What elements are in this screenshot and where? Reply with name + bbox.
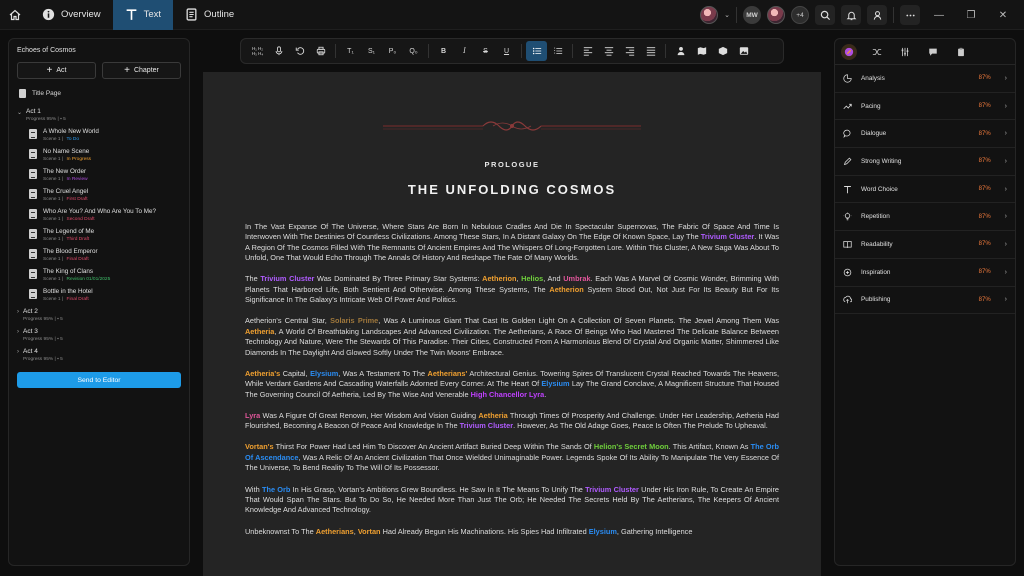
plus-icon: + — [124, 65, 130, 76]
style-subtitle-button[interactable]: S₁ — [367, 47, 376, 55]
inspire-icon — [843, 268, 855, 277]
scene-item[interactable] — [29, 228, 181, 242]
tab-ai[interactable] — [841, 44, 857, 60]
add-chapter-label: Chapter — [133, 67, 159, 74]
scene-item[interactable] — [29, 268, 181, 282]
close-button[interactable] — [990, 0, 1016, 30]
outline-icon — [185, 8, 198, 21]
act-progress: Progress 95% — [23, 317, 54, 322]
paragraph: With The Orb In His Grasp, Vortan's Ambitions Grew Boundless. He Saw In It The Means To Unify The Trivium Cluster Under His Iron Rule, To Create An Empire That Would Span The Stars. But To Do So, He Needed More Than Just The Orb; He Needed The Secrets Held By The Aetherians, The Keepers Of Ancient Knowledge And Advanced Technology. — [245, 484, 779, 515]
bulb-icon — [843, 212, 855, 221]
bullet-list-button[interactable] — [526, 41, 547, 61]
comment-icon: ▪ — [57, 317, 59, 322]
title-page-item[interactable] — [19, 89, 181, 98]
text-icon — [843, 185, 855, 194]
analysis-score: 87% — [978, 241, 991, 248]
avatar[interactable] — [700, 6, 718, 24]
act-name: Act 3 — [23, 328, 38, 335]
profile-button[interactable] — [867, 5, 887, 25]
document-icon — [29, 289, 37, 299]
underline-button[interactable] — [496, 41, 517, 61]
scene-title: The Legend of Me — [43, 228, 95, 235]
act-progress: Progress 95% — [26, 117, 57, 122]
analysis-item-dialogue[interactable] — [835, 120, 1015, 148]
analysis-score: 87% — [978, 186, 991, 193]
style-paragraph-button[interactable]: P₀ — [388, 47, 397, 55]
scene-title: The Blood Emperor — [43, 248, 98, 255]
analysis-score: 87% — [978, 130, 991, 137]
scene-title: No Name Scene — [43, 148, 90, 155]
chevron-right-icon[interactable]: › — [1004, 185, 1007, 193]
act-comments: 5 — [63, 117, 66, 122]
panel-tabs — [835, 39, 1015, 65]
more-button[interactable] — [900, 5, 920, 25]
analysis-score: 87% — [978, 269, 991, 276]
top-bar — [0, 0, 1024, 30]
document-icon — [29, 169, 37, 179]
strikethrough-button[interactable] — [475, 41, 496, 61]
bullet-list-icon — [532, 46, 542, 56]
scene-meta: Scene 1 | To Do — [43, 137, 80, 142]
align-justify-icon — [646, 46, 656, 56]
chart-icon — [843, 74, 855, 83]
paragraph: Aetheria's Capital, Elysium, Was A Testament To The Aetherians' Architectural Genius. Towering Spires Of Translucent Crystal Reached Towards The Heavens, While Verdant Gardens And Cascading Waterfalls Adorned Every Corner. At The Heart Of Elysium Lay The Grand Conclave, A Magnificent Structure That Housed The Governing Council Of Aetheria, Led By The Wise And Venerable High Chancellor Lyra. — [245, 368, 779, 399]
top-right-controls — [700, 0, 1024, 30]
more-icon — [905, 10, 916, 21]
analysis-label: Readability — [861, 240, 893, 248]
scene-meta: Scene 1 | Third Draft — [43, 237, 90, 242]
scene-title: Who Are You? And Who Are You To Me? — [43, 208, 156, 215]
align-left-button[interactable] — [577, 41, 598, 61]
chevron-right-icon[interactable]: › — [17, 309, 19, 315]
tab-comments[interactable] — [925, 44, 941, 60]
analysis-label: Publishing — [861, 296, 891, 304]
scene-item[interactable] — [29, 168, 181, 182]
scene-title: The King of Clans — [43, 268, 94, 275]
analysis-score: 87% — [978, 103, 991, 110]
search-button[interactable] — [815, 5, 835, 25]
scene-status: In Progress — [66, 157, 92, 162]
user-icon — [872, 10, 883, 21]
align-justify-button[interactable] — [640, 41, 661, 61]
sliders-icon — [900, 47, 910, 57]
style-title-button[interactable]: T₁ — [347, 47, 354, 55]
trend-icon — [843, 102, 855, 111]
scene-meta: Scene 1 | Revision 01/01/2025 — [43, 277, 111, 282]
style-quote-button[interactable]: Q₀ — [409, 47, 418, 55]
analysis-item-analysis[interactable] — [835, 65, 1015, 93]
clipboard-icon — [956, 47, 966, 57]
chapter-body[interactable] — [245, 222, 779, 548]
divider — [521, 44, 522, 58]
analysis-item-inspiration[interactable] — [835, 259, 1015, 287]
document-icon — [29, 269, 37, 279]
analysis-list — [835, 65, 1015, 314]
plus-icon: + — [46, 65, 53, 76]
send-to-editor-button[interactable]: Send to Editor — [17, 372, 181, 388]
analysis-label: Word Choice — [861, 185, 898, 193]
notifications-button[interactable] — [841, 5, 861, 25]
scene-item[interactable] — [29, 188, 181, 202]
scene-item[interactable] — [29, 248, 181, 262]
object-button[interactable] — [712, 41, 733, 61]
scene-title: Bottle in the Hotel — [43, 288, 93, 295]
divider — [428, 44, 429, 58]
numbered-list-icon — [553, 46, 563, 56]
person-icon — [676, 46, 686, 56]
scene-number: Scene 1 — [43, 237, 61, 242]
document-icon — [29, 209, 37, 219]
heading-levels-button[interactable] — [247, 41, 268, 61]
paragraph: Aetherion's Central Star, Solaris Prime, Was A Luminous Giant That Cast Its Golden Light On A Collection Of Seven Planets. The Jewel Among Them Was Aetheria, A World Of Breathtaking Landscapes And Advanced Civilization. The Aetherians, A Race Of Beings Who Had Mastered The Delicate Balance Between Technology And Nature, Were The Stewards Of This Paradise. Their Cities, Constructed From A Harmonious Blend Of Crystal And Organic Matter, Shimmered Like Diamonds In The Daylight And Glowed Softly Under The Twin Moons' Embrace. — [245, 316, 779, 357]
microphone-icon — [274, 46, 284, 56]
analysis-score: 87% — [978, 158, 991, 165]
chevron-right-icon[interactable]: › — [17, 329, 19, 335]
document-icon — [29, 249, 37, 259]
scene-status: Second Draft — [66, 217, 95, 222]
search-icon — [820, 10, 831, 21]
pen-icon — [843, 157, 855, 166]
format-toolbar — [240, 38, 784, 64]
dictation-button[interactable] — [268, 41, 289, 61]
scene-status: To Do — [66, 137, 80, 142]
cube-icon — [718, 46, 728, 56]
tab-shuffle[interactable] — [869, 44, 885, 60]
chevron-right-icon[interactable]: › — [1004, 296, 1007, 304]
analysis-item-repetition[interactable] — [835, 203, 1015, 231]
tab-clipboard[interactable] — [953, 44, 969, 60]
print-button[interactable] — [310, 41, 331, 61]
chat-icon — [928, 47, 938, 57]
scene-status: Revision 01/01/2025 — [66, 277, 111, 282]
scene-item[interactable] — [29, 128, 181, 142]
scene-meta: Scene 1 | In Review — [43, 177, 88, 182]
divider — [335, 44, 336, 58]
paragraph: Lyra Was A Figure Of Great Renown, Her Wisdom And Vision Guiding Aetheria Through Times Of Prosperity And Challenge. Under Her Leadership, Aetheria Had Flourished, Becoming A Beacon Of Peace And Knowledge In The Trivium Cluster. However, As The Old Adage Goes, Peace Is Often The Prelude To Upheaval. — [245, 410, 779, 431]
scene-title: The Cruel Angel — [43, 188, 89, 195]
paragraph: In The Vast Expanse Of The Universe, Where Stars Are Born In Nebulous Cradles And Die In Spectacular Supernovas, The Fabric Of Space And Time Is Interwoven With The Destinies Of Countless Civilizations. Among These Stars, In A Distant Galaxy On The Edge Of Known Space, Lay The Trivium Cluster. It Was A Region Of The Cosmos Filled With The Remnants Of Ancient Empires And The Whispers Of Long-Forgotten Lore. Within This Cluster, A New Saga Was About To Unfold, One That Would Echo Through The Annals Of History And Reshape The Fate Of Many Worlds. — [245, 222, 779, 263]
undo-icon — [295, 46, 305, 56]
bold-icon: B — [440, 47, 447, 55]
act-progress: Progress 95% — [23, 357, 54, 362]
numbered-list-button[interactable] — [547, 41, 568, 61]
scene-status: First Draft — [66, 197, 88, 202]
map-icon — [697, 46, 707, 56]
act-name: Act 2 — [23, 308, 38, 315]
act-comments: 5 — [60, 337, 63, 342]
scene-item[interactable] — [29, 288, 181, 302]
scene-status: Third Draft — [66, 237, 90, 242]
chevron-down-icon[interactable]: ⌄ — [17, 110, 23, 116]
scene-number: Scene 1 — [43, 177, 61, 182]
act-progress: Progress 95% — [23, 337, 54, 342]
chevron-down-icon[interactable]: ⌄ — [724, 12, 730, 19]
italic-button[interactable] — [454, 41, 475, 61]
align-center-button[interactable] — [598, 41, 619, 61]
undo-button[interactable] — [289, 41, 310, 61]
analysis-item-publishing[interactable] — [835, 287, 1015, 315]
title-page-label: Title Page — [32, 90, 62, 97]
document-icon — [29, 189, 37, 199]
act-2[interactable] — [17, 308, 181, 322]
act-meta: Progress 95% | ▪ 5 — [23, 357, 63, 362]
scene-item[interactable] — [29, 148, 181, 162]
paragraph: Vortan's Thirst For Power Had Led Him To Discover An Ancient Artifact Buried Deep Within The Sands Of Helion's Secret Moon. This Artifact, Known As The Orb Of Ascendance, Was A Relic Of An Ancient Civilization That Once Wielded Unimaginable Power. Legends Spoke Of Its Ability To Manipulate The Very Essence Of The Universe, To Bend Reality To The Will Of Its Possessor. — [245, 442, 779, 473]
act-meta: Progress 95% | ▪ 5 — [26, 117, 66, 122]
comment-icon: ▪ — [57, 357, 59, 362]
act-3[interactable] — [17, 328, 181, 342]
chevron-right-icon[interactable]: › — [1004, 102, 1007, 110]
analysis-label: Pacing — [861, 102, 881, 110]
project-title: Echoes of Cosmos — [17, 47, 76, 54]
analysis-label: Analysis — [861, 74, 885, 82]
analysis-label: Inspiration — [861, 268, 891, 276]
analysis-item-readability[interactable] — [835, 231, 1015, 259]
italic-icon: I — [463, 47, 466, 55]
minimize-icon: — — [934, 9, 944, 21]
chapter-kicker: PROLOGUE — [484, 160, 540, 169]
divider — [736, 7, 737, 23]
maximize-button[interactable] — [958, 0, 984, 30]
home-icon — [9, 9, 21, 21]
upload-icon — [843, 295, 855, 304]
scene-meta: Scene 1 | Final Draft — [43, 297, 89, 302]
tab-outline-label: Outline — [204, 9, 235, 20]
align-left-icon — [583, 46, 593, 56]
scene-status: Final Draft — [66, 257, 89, 262]
bold-button[interactable] — [433, 41, 454, 61]
scene-meta: Scene 1 | Final Draft — [43, 257, 89, 262]
act-meta: Progress 95% | ▪ 5 — [23, 317, 63, 322]
scene-meta: Scene 1 | Second Draft — [43, 217, 95, 222]
character-button[interactable] — [670, 41, 691, 61]
analysis-label: Strong Writing — [861, 157, 902, 165]
avatar-collaborator[interactable] — [767, 6, 785, 24]
divider — [665, 44, 666, 58]
tab-text-label: Text — [143, 9, 162, 20]
analysis-label: Dialogue — [861, 130, 887, 138]
map-button[interactable] — [691, 41, 712, 61]
chevron-right-icon[interactable]: › — [1004, 240, 1007, 248]
chapter-title: THE UNFOLDING COSMOS — [407, 182, 617, 197]
act-4[interactable] — [17, 348, 181, 362]
align-right-icon — [625, 46, 635, 56]
print-icon — [316, 46, 326, 56]
chevron-right-icon[interactable]: › — [1004, 157, 1007, 165]
comment-icon: ▪ — [57, 337, 59, 342]
page-icon — [19, 89, 26, 98]
scene-item[interactable] — [29, 208, 181, 222]
strikethrough-icon: S — [483, 47, 488, 55]
act-name: Act 1 — [26, 108, 41, 115]
divider — [893, 7, 894, 23]
image-button[interactable] — [733, 41, 754, 61]
scene-title: The New Order — [43, 168, 87, 175]
paragraph: The Trivium Cluster Was Dominated By Three Primary Star Systems: Aetherion, Helios, And Umbrak. Each Was A Marvel Of Cosmic Wonder, Brimming With Planets That Harbored Life, Both Sentient And Otherwise. Among These Systems, The Aetherion System Stood Out, Not Just For Its Beauty But For Its Significance In The Galaxy's Intricate Web Of Power And Politics. — [245, 274, 779, 305]
close-icon: ✕ — [998, 9, 1008, 21]
scene-status: Final Draft — [66, 297, 89, 302]
text-icon — [125, 8, 138, 21]
scene-title: A Whole New World — [43, 128, 99, 135]
add-act-button[interactable] — [17, 62, 96, 79]
image-icon — [739, 46, 749, 56]
chevron-right-icon[interactable]: › — [17, 349, 19, 355]
act-meta: Progress 95% | ▪ 5 — [23, 337, 63, 342]
chevron-right-icon[interactable]: › — [1004, 213, 1007, 221]
tab-text[interactable] — [113, 0, 173, 30]
chevron-right-icon[interactable]: › — [1004, 130, 1007, 138]
assistant-panel — [834, 38, 1016, 566]
analysis-item-word-choice[interactable] — [835, 176, 1015, 204]
act-1[interactable] — [17, 108, 181, 302]
align-center-icon — [604, 46, 614, 56]
align-right-button[interactable] — [619, 41, 640, 61]
scene-number: Scene 1 — [43, 297, 61, 302]
tab-overview[interactable] — [30, 0, 113, 30]
editor-page[interactable] — [203, 72, 821, 576]
ai-icon — [844, 47, 854, 57]
bell-icon — [846, 10, 857, 21]
shuffle-icon — [872, 47, 882, 57]
chat-icon — [843, 129, 855, 138]
scene-meta: Scene 1 | First Draft — [43, 197, 88, 202]
scene-number: Scene 1 — [43, 157, 61, 162]
analysis-label: Repetition — [861, 213, 890, 221]
analysis-item-strong-writing[interactable] — [835, 148, 1015, 176]
scene-status: In Review — [66, 177, 88, 182]
document-icon — [29, 129, 37, 139]
ornament-divider — [383, 116, 641, 136]
tab-overview-label: Overview — [61, 9, 101, 20]
act-comments: 5 — [60, 317, 63, 322]
restore-icon: ❐ — [966, 9, 976, 21]
info-icon — [42, 8, 55, 21]
scene-number: Scene 1 — [43, 137, 61, 142]
divider — [572, 44, 573, 58]
minimize-button[interactable] — [926, 0, 952, 30]
book-icon — [843, 240, 855, 249]
scene-meta: Scene 1 | In Progress — [43, 157, 92, 162]
scene-number: Scene 1 — [43, 257, 61, 262]
tab-outline[interactable] — [173, 0, 246, 30]
add-chapter-button[interactable] — [102, 62, 181, 79]
analysis-item-pacing[interactable] — [835, 93, 1015, 121]
more-collaborators[interactable]: +4 — [791, 6, 809, 24]
heading-levels-icon: H₁ H₂ H₃ H₄ — [251, 46, 264, 56]
act-name: Act 4 — [23, 348, 38, 355]
add-act-label: Act — [56, 67, 67, 74]
paragraph: Unbeknownst To The Aetherians, Vortan Had Already Begun His Machinations. His Spies Had Infiltrated Elysium, Gathering Intelligence — [245, 526, 693, 536]
tab-adjust[interactable] — [897, 44, 913, 60]
chevron-right-icon[interactable]: › — [1004, 268, 1007, 276]
avatar-mw[interactable]: MW — [743, 6, 761, 24]
act-comments: 5 — [60, 357, 63, 362]
scene-number: Scene 1 — [43, 197, 61, 202]
document-icon — [29, 229, 37, 239]
home-button[interactable] — [0, 0, 30, 30]
scene-number: Scene 1 — [43, 277, 61, 282]
scene-list — [17, 128, 181, 302]
analysis-score: 87% — [978, 75, 991, 82]
chevron-right-icon[interactable]: › — [1004, 74, 1007, 82]
scene-number: Scene 1 — [43, 217, 61, 222]
analysis-score: 87% — [978, 213, 991, 220]
comment-icon: ▪ — [60, 117, 62, 122]
manuscript-sidebar — [8, 38, 190, 566]
underline-icon: U — [503, 47, 510, 55]
analysis-score: 87% — [978, 296, 991, 303]
document-icon — [29, 149, 37, 159]
